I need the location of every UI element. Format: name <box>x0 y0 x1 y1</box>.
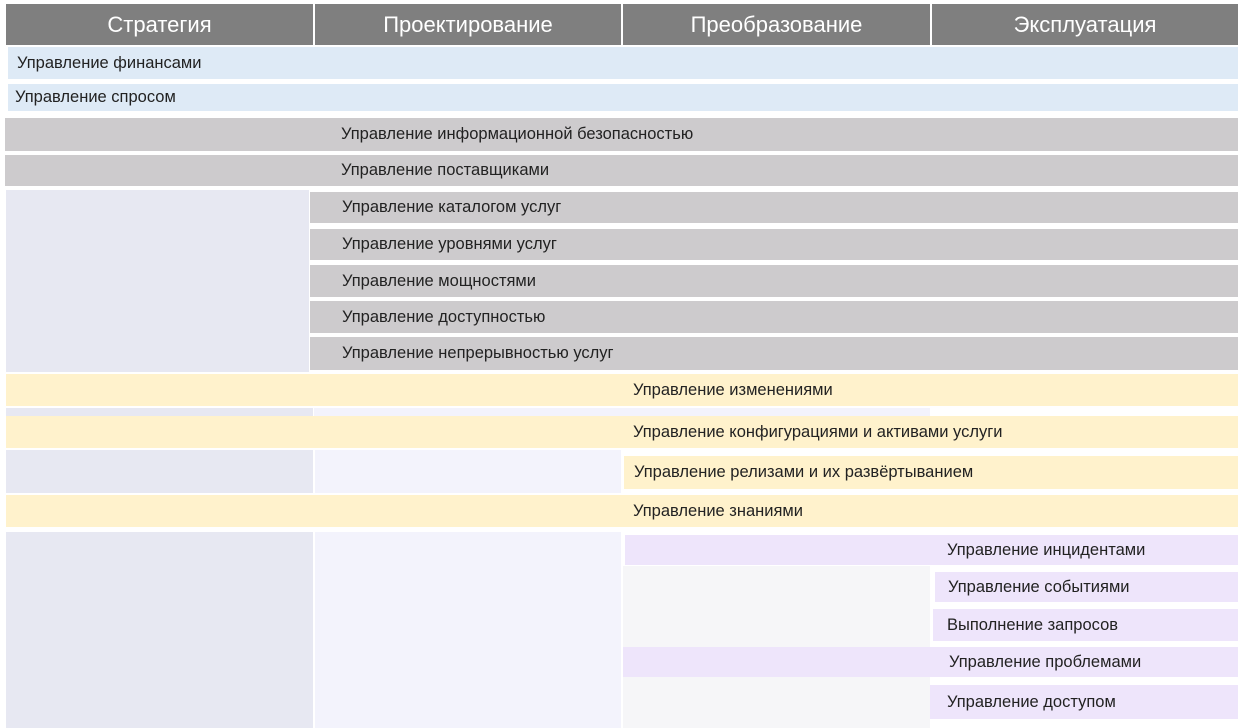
strategy-release-background <box>6 450 313 493</box>
process-change-management: Управление изменениями <box>6 374 1238 406</box>
process-service-continuity-management: Управление непрерывностью услуг <box>310 337 1238 370</box>
process-service-level-management: Управление уровнями услуг <box>310 229 1238 260</box>
process-configuration-management: Управление конфигурациями и активами услуги <box>6 416 1238 448</box>
design-transition-gap <box>314 408 930 416</box>
strategy-operation-background <box>6 532 313 728</box>
process-access-management: Управление доступом <box>930 685 1238 719</box>
process-problem-management: Управление проблемами <box>623 647 1238 677</box>
header-operation: Эксплуатация <box>932 4 1238 45</box>
header-strategy: Стратегия <box>6 4 313 45</box>
design-operation-background <box>315 532 621 728</box>
process-supplier-management: Управление поставщиками <box>5 155 1238 186</box>
process-incident-management: Управление инцидентами <box>625 535 1238 565</box>
process-request-fulfilment: Выполнение запросов <box>933 609 1238 641</box>
header-transition: Преобразование <box>623 4 930 45</box>
process-release-deployment-management: Управление релизами и их развёртыванием <box>624 456 1238 489</box>
process-financial-management: Управление финансами <box>8 47 1238 79</box>
process-demand-management: Управление спросом <box>8 84 1238 111</box>
process-capacity-management: Управление мощностями <box>310 265 1238 297</box>
design-release-background <box>315 450 621 493</box>
strategy-transition-gap <box>6 408 313 416</box>
process-information-security-management: Управление информационной безопасностью <box>5 118 1238 151</box>
header-design: Проектирование <box>315 4 621 45</box>
process-availability-management: Управление доступностью <box>310 301 1238 333</box>
strategy-design-background <box>6 190 309 372</box>
process-event-management: Управление событиями <box>935 572 1238 602</box>
process-service-catalog-management: Управление каталогом услуг <box>310 192 1238 223</box>
process-knowledge-management: Управление знаниями <box>6 495 1238 527</box>
